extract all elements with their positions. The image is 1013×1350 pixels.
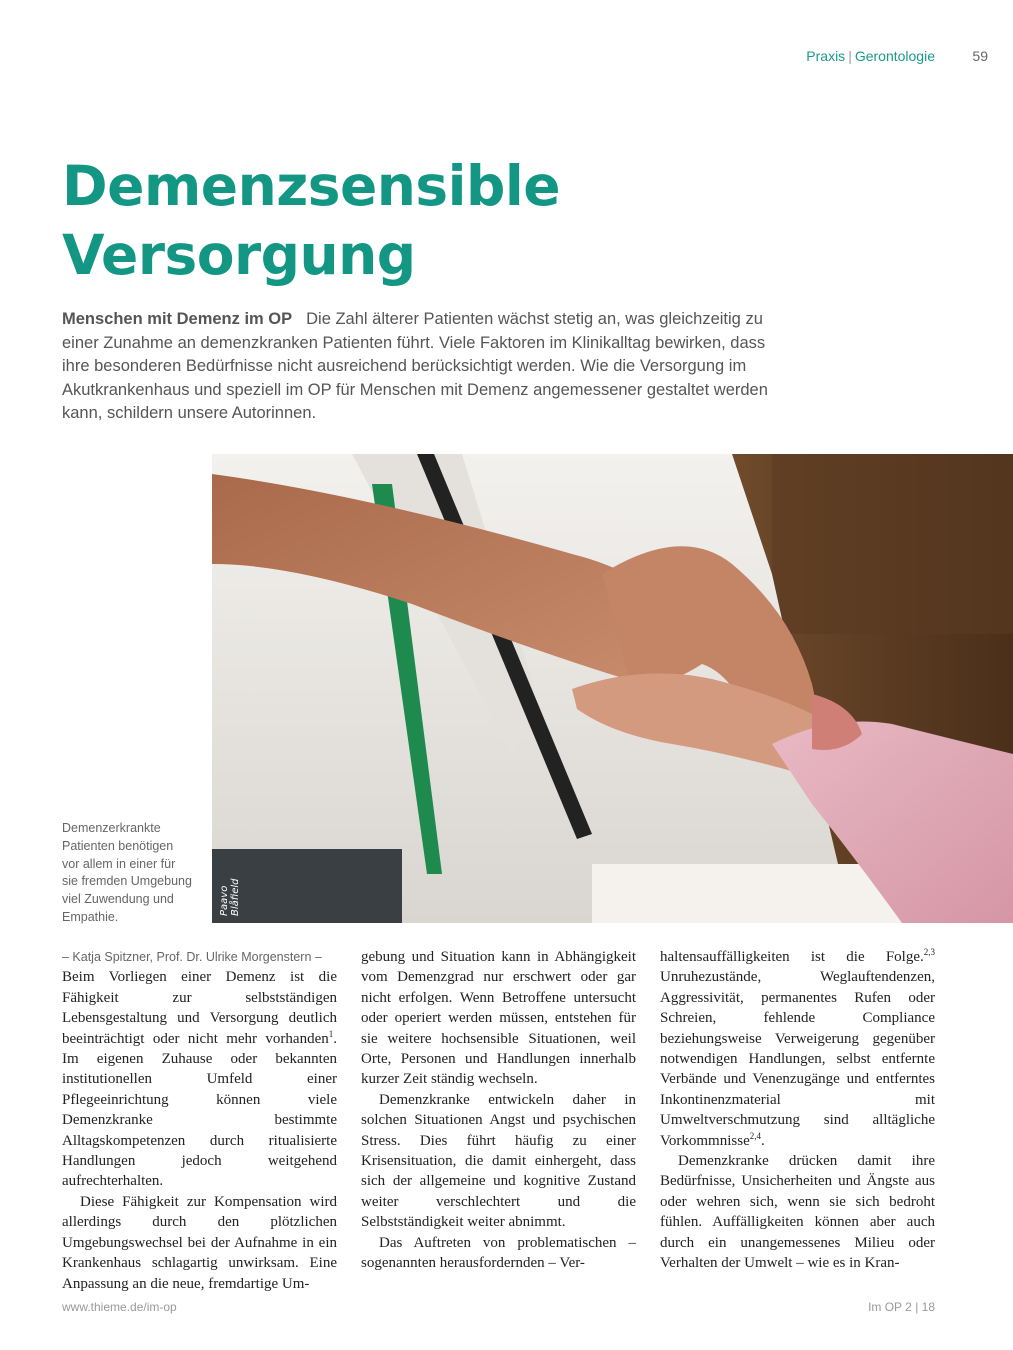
- paragraph: Demenzkranke drücken damit ihre Bedürfnisse, Unsicherheiten und Ängste aus oder wehren sich, wenn sie sich bedroht fühlen. Auffälligkeiten können aber auch durch ein unangemessenes Milieu oder Verhalten der Umwelt – wie es in Kran-: [660, 1153, 935, 1272]
- footnote-ref: 2,4: [749, 1130, 761, 1141]
- page-number: 59: [972, 48, 988, 64]
- article-lead: [62, 308, 782, 426]
- photo-credit: Paavo Blåfield: [219, 878, 241, 916]
- paragraph: [660, 947, 935, 1151]
- paragraph: [62, 967, 337, 1191]
- paragraph-text: . Im eigenen Zuhause oder bekannten institutionellen Umfeld einer Pflegeeinrichtung können viele Demenzkranke bestimmte Alltagskompetenzen durch ritualisierte Handlungen jedoch weitgehend aufrechterhalten.: [62, 1030, 337, 1190]
- header-section-label: Praxis: [806, 48, 846, 64]
- paragraph-text: .: [760, 1132, 765, 1149]
- header-section: [806, 48, 935, 64]
- text-column-3: [660, 947, 935, 1274]
- paragraph: Das Auftreten von problematischen – sogenannten herausfordernden – Ver-: [361, 1234, 636, 1272]
- article-photo: [212, 454, 1013, 923]
- text-column-2: [361, 947, 636, 1274]
- article-authors: – Katja Spitzner, Prof. Dr. Ulrike Morgenstern –: [62, 950, 322, 964]
- article-title: [62, 152, 822, 290]
- text-column-1: [62, 947, 337, 1294]
- paragraph-text: Unruhezustände, Weglauftendenzen, Aggressivität, permanentes Rufen oder Schreien, fehlende Compliance beziehungsweise Verweigerung gegenüber notwendigen Handlungen, selbst entfernte Verbände und Venenzugänge und entferntes Inkontinenzmaterial mit Umweltverschmutzung sind alltägliche Vorkommnisse: [660, 969, 935, 1149]
- header-separator: |: [848, 48, 852, 64]
- paragraph: gebung und Situation kann in Abhängigkeit vom Demenzgrad nur erschwert oder gar nicht erfolgen. Wenn Betroffene untersucht oder operiert werden müssen, entstehen für sie weitere hochsensible Situationen, weil Orte, Personen und Handlungen innerhalb kurzer Zeit ständig wechseln.: [361, 949, 636, 1088]
- lead-kicker: Menschen mit Demenz im OP: [62, 310, 293, 328]
- title-line-1: Demenzsensible: [62, 154, 561, 218]
- footer-url: www.thieme.de/im-op: [62, 1300, 177, 1314]
- paragraph: Diese Fähigkeit zur Kompensation wird allerdings durch den plötzlichen Umgebungswechsel bei der Aufnahme in ein Krankenhaus schlagartig unwirksam. Eine Anpassung an die neue, fremdartige Um-: [62, 1193, 337, 1292]
- paragraph-text: haltensauffälligkeiten ist die Folge.: [660, 949, 924, 965]
- photo-caption: Demenzerkrankte Patienten benötigen vor allem in einer für sie fremden Umgebung viel Zuwendung und Empathie.: [62, 821, 192, 924]
- paragraph: Demenzkranke entwickeln daher in solchen Situationen Angst und psychischen Stress. Dies führt häufig zu einer Krisensituation, die damit einhergeht, dass sich der allgemeine und kognitive Zustand weiter verschlechtert und die Selbstständigkeit weiter abnimmt.: [361, 1091, 636, 1231]
- header-topic: Gerontologie: [854, 48, 935, 64]
- photo-holding-hands: [212, 454, 1013, 923]
- lead-text: Die Zahl älterer Patienten wächst stetig an, was gleichzeitig zu einer Zunahme an demenzkranken Patienten führt. Viele Faktoren im Klinikalltag bewirken, dass ihre besonderen Bedürfnisse nicht ausreichend berücksichtigt werden. Wie die Versorgung im Akutkrankenhaus und speziell im OP für Menschen mit Demenz angemessener gestaltet werden kann, schildern unsere Autorinnen.: [62, 310, 768, 422]
- footer-issue: Im OP 2 | 18: [868, 1300, 935, 1314]
- footnote-ref: 1: [328, 1028, 334, 1039]
- paragraph-text: Beim Vorliegen einer Demenz ist die Fähigkeit zur selbstständigen Lebensgestaltung und Versorgung deutlich beeinträchtigt oder nicht mehr vorhanden: [62, 969, 337, 1047]
- footnote-ref: 2,3: [923, 947, 935, 957]
- title-line-2: Versorgung: [62, 223, 416, 287]
